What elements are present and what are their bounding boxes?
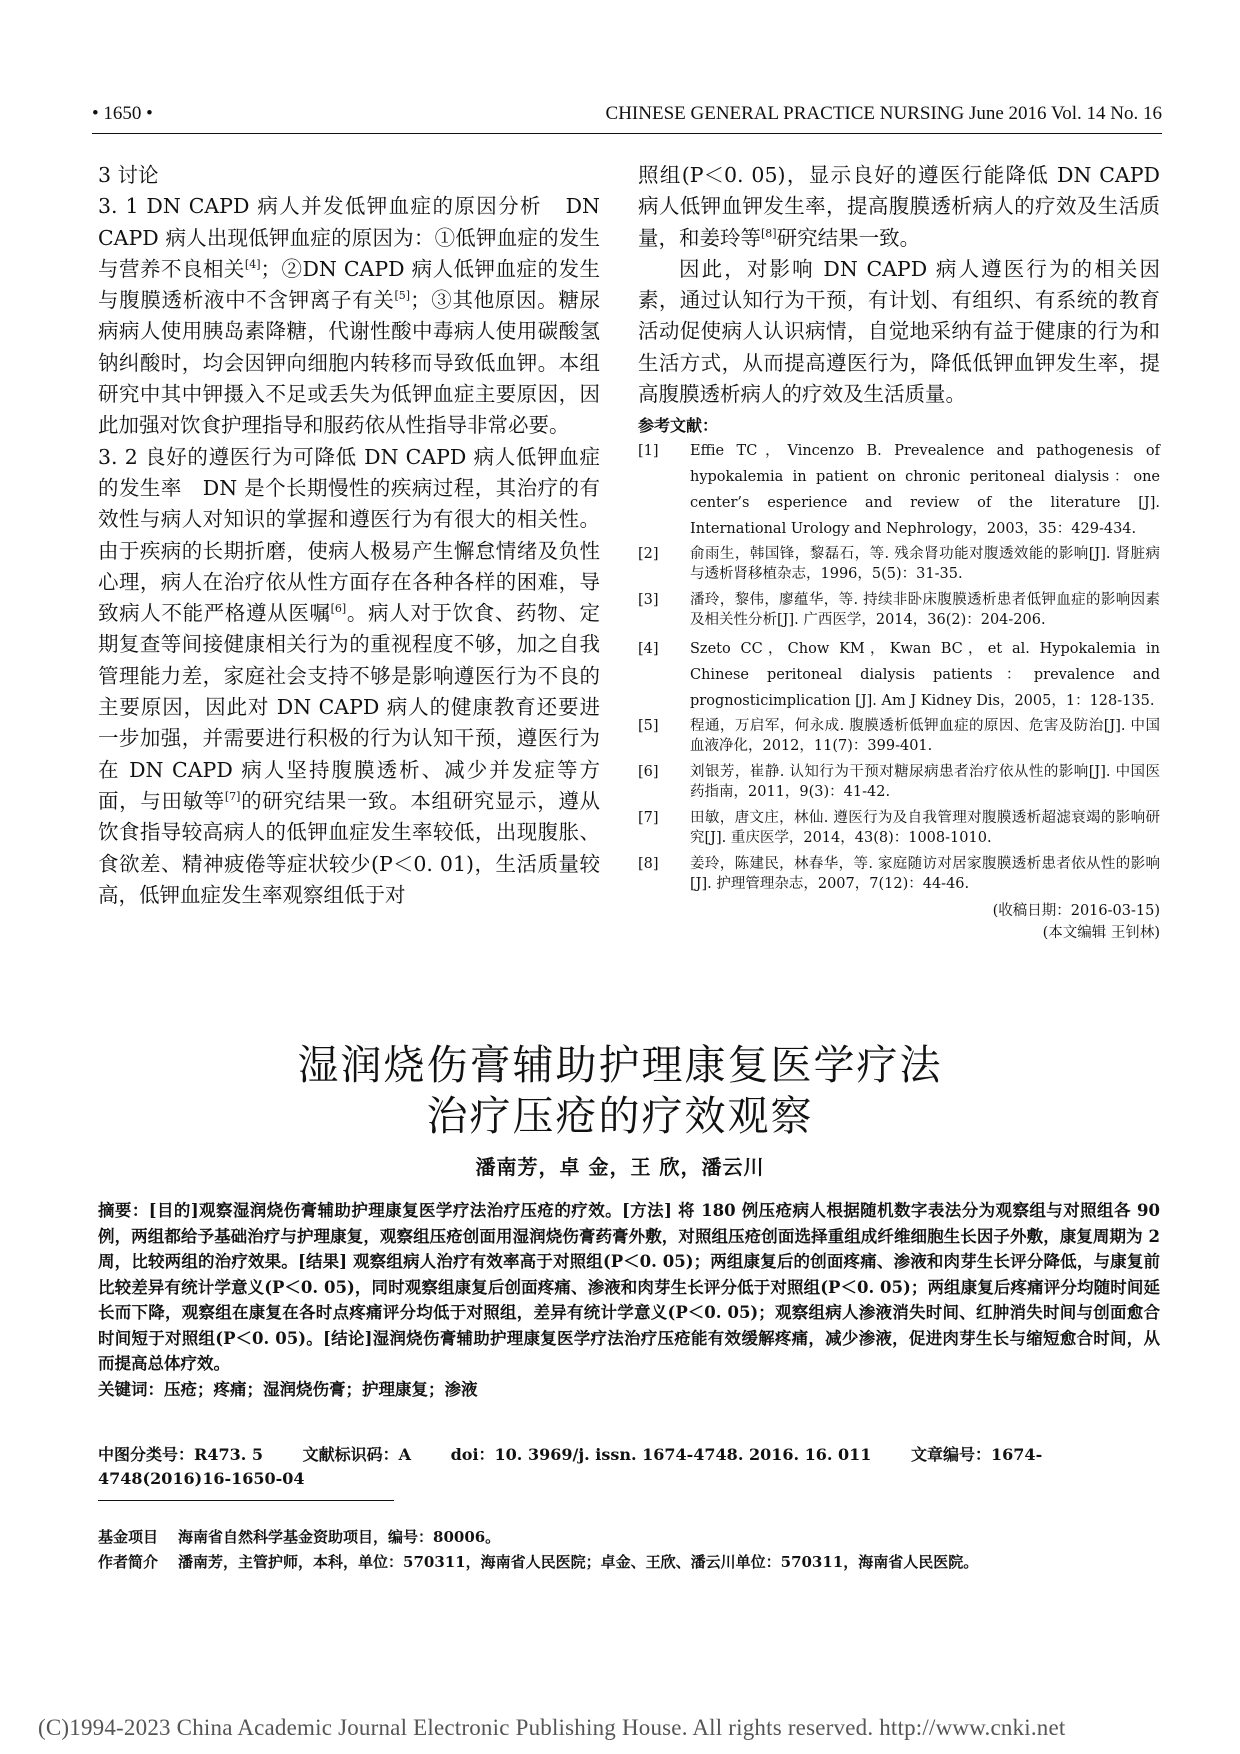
reference-text: Szeto CC，Chow KM，Kwan BC，et al. Hypokalemia in Chinese peritoneal dialysis patients：prevalence and prognosticimplication [J]. Am J Kidney Dis，2005，1：128-135. <box>690 641 1160 710</box>
left-column <box>98 160 600 911</box>
right-column <box>638 160 1160 944</box>
copyright-notice: (C)1994-2023 China Academic Journal Electronic Publishing House. All rights reserved. http://www.cnki.net <box>38 1715 1066 1740</box>
abstract-text: [目的]观察湿润烧伤膏辅助护理康复医学疗法治疗压疮的疗效。[方法] 将 180 例压疮病人根据随机数字表法分为观察组与对照组各 90 例，两组都给予基础治疗与护理康复，观察组压疮创面用湿润烧伤膏药膏外敷，对照组压疮创面选择重组成纤维细胞生长因子外敷，康复周期为 2 周，比较两组的治疗效果。[结果] 观察组病人治疗有效率高于对照组(P＜0. 05)；两组康复后的创面疼痛、渗液和肉芽生长评分降低，与康复前比较差异有统计学意义(P＜0. 05)，同时观察组康复后创面疼痛、渗液和肉芽生长评分低于对照组(P＜0. 05)；两组康复后疼痛评分均随时间延长而下降，观察组在康复在各时点疼痛评分均低于对照组，差异有统计学意义(P＜0. 05)；观察组病人渗液消失时间、红肿消失时间与创面愈合时间短于对照组(P＜0. 05)。[结论]湿润烧伤膏辅助护理康复医学疗法治疗压疮能有效缓解疼痛，减少渗液，促进肉芽生长与缩短愈合时间，从而提高总体疗效。 <box>98 1201 1161 1373</box>
citation: [6] <box>330 602 347 616</box>
fund-text: 海南省自然科学基金资助项目，编号：80006。 <box>178 1528 501 1546</box>
clc-value: R473. 5 <box>194 1445 263 1464</box>
header-rule <box>92 133 1162 134</box>
reference-number: [6] <box>638 764 659 781</box>
p1-text-c: ；③其他原因。糖尿病病人使用胰岛素降糖，代谢性酸中毒病人使用碳酸氢钠纠酸时，均会因钾向细胞内转移而导致低血钾。本组研究中其中钾摄入不足或丢失为低钾血症主要原因，因此加强对饮食护理指导和服药依从性指导非常必要。 <box>98 288 601 438</box>
reference-number: [2] <box>638 546 659 563</box>
doi <box>451 1445 872 1464</box>
reference-item <box>638 544 1160 584</box>
reference-item <box>638 808 1160 848</box>
reference-text: 姜玲，陈建民，林春华，等. 家庭随访对居家腹膜透析患者依从性的影响[J]. 护理管理杂志，2007，7(12)：44-46. <box>690 856 1160 893</box>
paragraph-3-1 <box>98 191 600 441</box>
editor-note: (本文编辑 王钊林) <box>1042 925 1160 942</box>
article-title-line-1: 湿润烧伤膏辅助护理康复医学疗法 <box>297 1041 943 1089</box>
document-code <box>303 1445 411 1464</box>
abstract-label: 摘要： <box>98 1201 149 1220</box>
doc-code-label: 文献标识码： <box>302 1445 399 1464</box>
reference-number: [8] <box>638 856 659 873</box>
doi-label: doi： <box>450 1445 495 1464</box>
p3-text-a: 照组(P＜0. 05)，显示良好的遵医行能降低 DN CAPD 病人低钾血钾发生率，提高腹膜透析病人的疗效及生活质量，和姜玲等 <box>638 163 1160 250</box>
reference-number: [5] <box>638 718 659 735</box>
reference-text: 程通，万启军，何永成. 腹膜透析低钾血症的原因、危害及防治[J]. 中国血液净化，2012，11(7)：399-401. <box>690 718 1160 755</box>
doi-value: 10. 3969/j. issn. 1674-4748. 2016. 16. 011 <box>494 1445 872 1464</box>
article-no-value: 1674-4748(2016)16-1650-04 <box>98 1445 1043 1488</box>
keywords-label: 关键词： <box>98 1379 164 1399</box>
p1-text-b: ；②DN CAPD 病人低钾血症的发生与腹膜透析液中不含钾离子有关 <box>98 256 601 313</box>
classification-line <box>98 1443 1160 1491</box>
citation: [5] <box>394 289 411 303</box>
citation: [8] <box>761 226 777 240</box>
article-no-label: 文章编号： <box>911 1445 992 1464</box>
reference-item <box>638 854 1160 894</box>
citation: [7] <box>224 790 241 804</box>
p1-text-a: DN CAPD 病人出现低钾血症的原因为：①低钾血症的发生与营养不良相关 <box>98 194 600 281</box>
paragraph-conclusion: 因此，对影响 DN CAPD 病人遵医行为的相关因素，通过认知行为干预，有计划、有组织、有系统的教育活动促使病人认识病情，自觉地采纳有益于健康的行为和生活方式，从而提高遵医行为，降低低钾血钾发生率，提高腹膜透析病人的疗效及生活质量。 <box>638 256 1160 407</box>
reference-item <box>638 716 1160 756</box>
footnote-rule <box>98 1500 394 1501</box>
article-authors: 潘南芳，卓 金，王 欣，潘云川 <box>475 1155 765 1179</box>
p2-text-c: 的研究结果一致。本组研究显示，遵从饮食指导较高病人的低钾血症发生率较低，出现腹胀、食欲差、精神疲倦等症状较少(P＜0. 01)，生活质量较高，低钾血症发生率观察组低于对 <box>98 788 601 907</box>
author-footnote <box>98 1550 1160 1575</box>
keywords-text: 压疮；疼痛；湿润烧伤膏；护理康复；渗液 <box>164 1379 478 1399</box>
page-number: • 1650 • <box>92 103 153 124</box>
reference-text: 刘银芳，崔静. 认知行为干预对糖尿病患者治疗依从性的影响[J]. 中国医药指南，2011，9(3)：41-42. <box>690 764 1160 801</box>
reference-text: 俞雨生，韩国锋，黎磊石，等. 残余肾功能对腹透效能的影响[J]. 肾脏病与透析肾移植杂志，1996，5(5)：31-35. <box>690 546 1160 583</box>
paragraph-3-2 <box>98 442 600 911</box>
section-heading: 3 讨论 <box>98 163 159 187</box>
reference-text: 潘玲，黎伟，廖蕴华，等. 持续非卧床腹膜透析患者低钾血症的影响因素及相关性分析[J]. 广西医学，2014，36(2)：204-206. <box>690 592 1160 629</box>
clc-label: 中图分类号： <box>98 1445 195 1464</box>
article-title-line-2: 治疗压疮的疗效观察 <box>426 1092 814 1140</box>
author-text: 潘南芳，主管护师，本科，单位：570311，海南省人民医院；卓金、王欣、潘云川单位：570311，海南省人民医院。 <box>178 1553 979 1571</box>
doc-code-value: A <box>398 1445 411 1464</box>
p2-text-b: 。病人对于饮食、药物、定期复查等间接健康相关行为的重视程度不够，加之自我管理能力差，家庭社会支持不够是影响遵医行为不良的主要原因，因此对 DN CAPD 病人的健康教育还要进一步加强，并需要进行积极的行为认知干预，遵医行为在 DN CAPD 病人坚持腹膜透析、减少并发症等方面，与田敏等 <box>98 601 601 813</box>
reference-number: [4] <box>638 641 659 658</box>
reference-item <box>638 590 1160 630</box>
reference-number: [7] <box>638 810 659 827</box>
references-title: 参考文献： <box>638 416 719 436</box>
reference-list <box>638 438 1160 894</box>
abstract <box>98 1198 1160 1402</box>
fund-label: 基金项目 <box>98 1528 159 1546</box>
author-label: 作者简介 <box>98 1553 159 1571</box>
reference-item <box>638 636 1160 714</box>
clc-number <box>98 1445 263 1464</box>
received-date: (收稿日期：2016-03-15) <box>992 903 1160 920</box>
reference-number: [1] <box>638 443 659 460</box>
paragraph-continued <box>638 160 1160 254</box>
journal-info: CHINESE GENERAL PRACTICE NURSING June 2016 Vol. 14 No. 16 <box>605 103 1162 124</box>
footnotes <box>98 1525 1160 1575</box>
subsection-heading-3-2: 3. 2 良好的遵医行为可降低 DN CAPD 病人低钾血症的发生率 <box>98 444 600 500</box>
reference-text: 田敏，唐文庄，林仙. 遵医行为及自我管理对腹膜透析超滤衰竭的影响研究[J]. 重庆医学，2014，43(8)：1008-1010. <box>690 810 1160 847</box>
running-header <box>92 103 1162 131</box>
reference-item <box>638 762 1160 802</box>
subsection-heading-3-1: 3. 1 DN CAPD 病人并发低钾血症的原因分析 <box>98 194 542 219</box>
reference-text: Effie TC，Vincenzo B. Prevealence and pathogenesis of hypokalemia in patient on chronic peritoneal dialysis：one center’s esperience and review of the literature [J]. International Urology and Nephrology，2003，35：429-434. <box>690 443 1160 538</box>
p3-text-b: 研究结果一致。 <box>776 225 921 250</box>
fund-footnote <box>98 1525 1160 1550</box>
reference-number: [3] <box>638 592 659 609</box>
reference-item <box>638 438 1160 542</box>
citation: [4] <box>244 258 261 272</box>
p2-text-a: DN 是个长期慢性的疾病过程，其治疗的有效性与病人对知识的掌握和遵医行为有很大的相关性。由于疾病的长期折磨，使病人极易产生懈怠情绪及负性心理，病人在治疗依从性方面存在各种各样的困难，导致病人不能严格遵从医嘱 <box>98 475 600 626</box>
